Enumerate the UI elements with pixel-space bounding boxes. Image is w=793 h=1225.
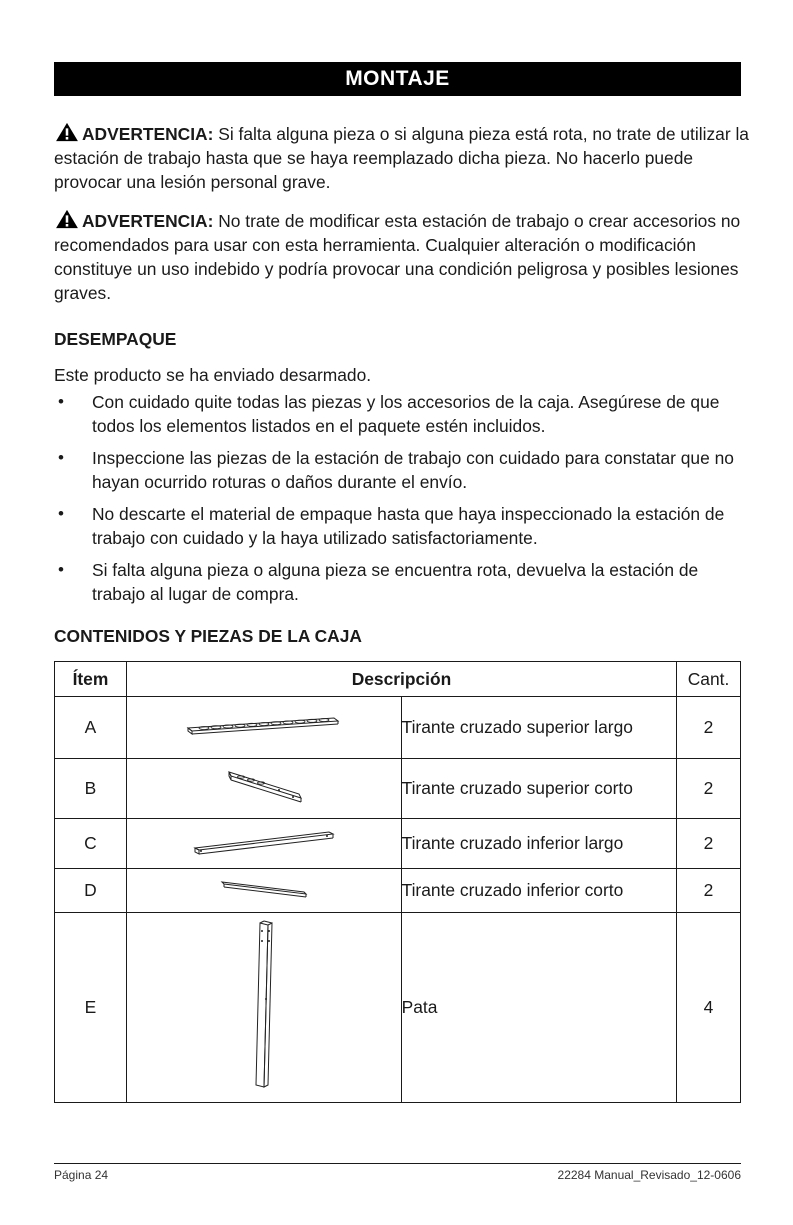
list-item: • Si falta alguna pieza o alguna pieza se encuentra rota, devuelva la estación de trabajo al lugar de compra.	[54, 558, 754, 606]
footer-page-number: Página 24	[54, 1168, 109, 1182]
unpacking-intro: Este producto se ha enviado desarmado.	[54, 365, 372, 385]
part-image-cell	[126, 869, 401, 913]
warning-paragraph-2	[54, 209, 754, 305]
item-letter: A	[55, 697, 127, 759]
column-header-qty: Cant.	[677, 662, 741, 697]
column-header-description: Descripción	[126, 662, 676, 697]
parts-table	[54, 661, 741, 1103]
table-row	[55, 913, 741, 1103]
item-quantity: 4	[677, 913, 741, 1103]
long-bottom-crossbar-illustration	[189, 826, 339, 856]
page-title: MONTAJE	[54, 62, 741, 96]
list-item: • Con cuidado quite todas las piezas y los accesorios de la caja. Asegúrese de que todos los elementos listados en el paquete estén incluidos.	[54, 390, 754, 438]
table-row	[55, 869, 741, 913]
item-letter: C	[55, 819, 127, 869]
part-image-cell	[126, 913, 401, 1103]
unpacking-list	[54, 390, 754, 614]
item-quantity: 2	[677, 819, 741, 869]
warning-triangle-icon	[54, 122, 80, 142]
long-top-crossbar-illustration	[184, 714, 344, 736]
warning-label: ADVERTENCIA:	[82, 211, 214, 231]
column-header-item: Ítem	[55, 662, 127, 697]
item-letter: E	[55, 913, 127, 1103]
part-image-cell	[126, 819, 401, 869]
item-quantity: 2	[677, 869, 741, 913]
item-letter: D	[55, 869, 127, 913]
item-letter: B	[55, 759, 127, 819]
warning-triangle-icon	[54, 209, 80, 229]
item-quantity: 2	[677, 697, 741, 759]
list-item: • Inspeccione las piezas de la estación de trabajo con cuidado para constatar que no hayan ocurrido roturas o daños durante el envío.	[54, 446, 754, 494]
item-description: Tirante cruzado superior largo	[401, 697, 676, 759]
table-header-row	[55, 662, 741, 697]
table-row	[55, 759, 741, 819]
warning-paragraph-1	[54, 122, 754, 194]
list-item: • No descarte el material de empaque hasta que haya inspeccionado la estación de trabajo con cuidado y la haya utilizado satisfactoriamente.	[54, 502, 754, 550]
item-quantity: 2	[677, 759, 741, 819]
table-row	[55, 819, 741, 869]
warning-label: ADVERTENCIA:	[82, 124, 214, 144]
short-top-crossbar-illustration	[219, 766, 309, 806]
warning-text: No trate de modificar esta estación de trabajo o crear accesorios no recomendados para usar con esta herramienta. Cualquier alteración o modificación constituye un uso indebido y podría provocar una condición peligrosa y posibles lesiones graves.	[54, 211, 741, 303]
footer-document-id: 22284 Manual_Revisado_12-0606	[557, 1168, 741, 1182]
item-description: Pata	[401, 913, 676, 1103]
warning-text: Si falta alguna pieza o si alguna pieza está rota, no trate de utilizar la estación de trabajo hasta que se haya reemplazado dicha pieza. No hacerlo puede provocar una lesión personal grave.	[54, 124, 749, 192]
item-description: Tirante cruzado superior corto	[401, 759, 676, 819]
item-description: Tirante cruzado inferior largo	[401, 819, 676, 869]
leg-illustration	[244, 919, 284, 1091]
part-image-cell	[126, 697, 401, 759]
item-description: Tirante cruzado inferior corto	[401, 869, 676, 913]
part-image-cell	[126, 759, 401, 819]
table-row	[55, 697, 741, 759]
section-heading-contents: CONTENIDOS Y PIEZAS DE LA CAJA	[54, 626, 362, 646]
footer-divider	[54, 1163, 741, 1164]
short-bottom-crossbar-illustration	[214, 876, 314, 900]
section-heading-unpacking: DESEMPAQUE	[54, 329, 177, 349]
